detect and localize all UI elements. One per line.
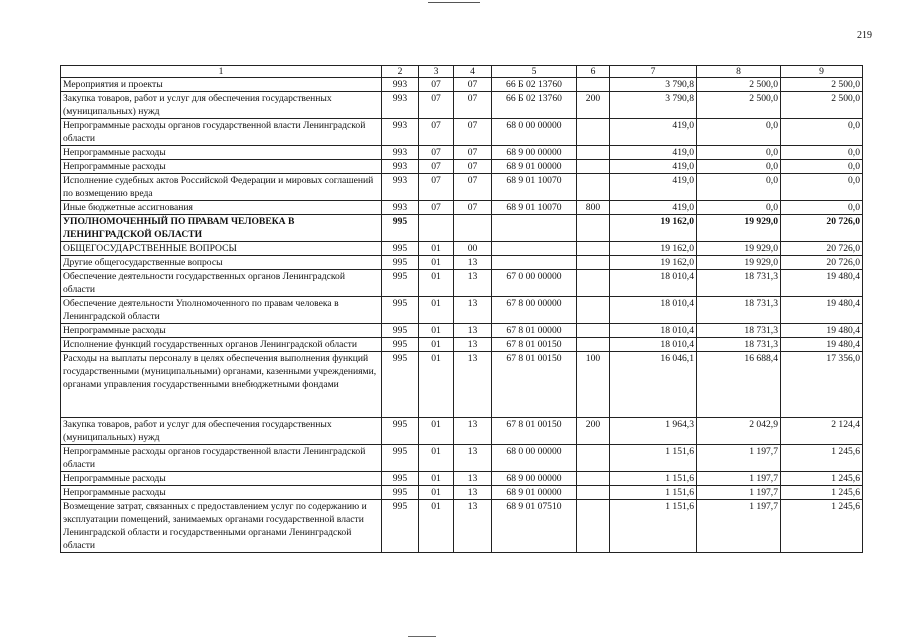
ministry-code-cell: 993 [382,146,419,160]
row-name-cell: Обеспечение деятельности Уполномоченного по правам человека в Ленинградской области [61,297,382,324]
amount-year3-cell: 20 726,0 [781,215,863,242]
expense-type-cell [577,472,610,486]
target-article-cell: 68 0 00 00000 [492,445,577,472]
ministry-code-cell: 995 [382,256,419,270]
header-cell: 5 [492,66,577,78]
amount-year3-cell: 19 480,4 [781,297,863,324]
row-name-cell: УПОЛНОМОЧЕННЫЙ ПО ПРАВАМ ЧЕЛОВЕКА В ЛЕНИНГРАДСКОЙ ОБЛАСТИ [61,215,382,242]
header-cell: 7 [610,66,697,78]
target-article-cell: 68 9 01 00000 [492,486,577,500]
row-name-cell: Иные бюджетные ассигнования [61,201,382,215]
section-code-cell: 01 [419,297,454,324]
amount-year2-cell: 2 042,9 [697,418,781,445]
subsection-code-cell: 13 [454,352,492,418]
target-article-cell [492,256,577,270]
amount-year3-cell: 0,0 [781,146,863,160]
ministry-code-cell: 995 [382,486,419,500]
amount-year2-cell: 0,0 [697,146,781,160]
amount-year1-cell: 1 151,6 [610,500,697,553]
subsection-code-cell: 13 [454,256,492,270]
target-article-cell: 68 9 01 07510 [492,500,577,553]
expense-type-cell [577,297,610,324]
amount-year1-cell: 1 151,6 [610,472,697,486]
subsection-code-cell: 13 [454,500,492,553]
table-row [61,92,863,119]
table-row [61,119,863,146]
amount-year1-cell: 18 010,4 [610,297,697,324]
target-article-cell: 67 8 00 00000 [492,297,577,324]
expense-type-cell [577,338,610,352]
subsection-code-cell: 07 [454,119,492,146]
section-code-cell: 01 [419,324,454,338]
target-article-cell: 66 Б 02 13760 [492,78,577,92]
row-name-cell: Исполнение судебных актов Российской Федерации и мировых соглашений по возмещению вреда [61,174,382,201]
header-cell: 1 [61,66,382,78]
amount-year3-cell: 0,0 [781,174,863,201]
ministry-code-cell: 993 [382,119,419,146]
amount-year3-cell: 1 245,6 [781,486,863,500]
subsection-code-cell: 07 [454,160,492,174]
table-row [61,324,863,338]
target-article-cell: 68 0 00 00000 [492,119,577,146]
expense-type-cell [577,500,610,553]
bottom-edge-mark [408,636,436,637]
table-row [61,338,863,352]
ministry-code-cell: 995 [382,242,419,256]
table-row [61,242,863,256]
row-name-cell: Мероприятия и проекты [61,78,382,92]
amount-year3-cell: 0,0 [781,160,863,174]
amount-year2-cell: 1 197,7 [697,472,781,486]
amount-year2-cell: 0,0 [697,201,781,215]
table-body [61,78,863,553]
expense-type-cell: 800 [577,201,610,215]
target-article-cell: 68 9 00 00000 [492,472,577,486]
ministry-code-cell: 993 [382,92,419,119]
amount-year3-cell: 20 726,0 [781,256,863,270]
target-article-cell: 67 0 00 00000 [492,270,577,297]
expense-type-cell [577,215,610,242]
subsection-code-cell: 07 [454,146,492,160]
target-article-cell: 68 9 01 10070 [492,174,577,201]
amount-year2-cell: 19 929,0 [697,215,781,242]
section-code-cell: 01 [419,500,454,553]
amount-year2-cell: 16 688,4 [697,352,781,418]
subsection-code-cell: 13 [454,472,492,486]
amount-year3-cell: 19 480,4 [781,324,863,338]
table-row [61,418,863,445]
expense-type-cell [577,256,610,270]
header-row [61,66,863,78]
table-row [61,486,863,500]
row-name-cell: Исполнение функций государственных органов Ленинградской области [61,338,382,352]
subsection-code-cell: 07 [454,78,492,92]
amount-year2-cell: 0,0 [697,174,781,201]
amount-year3-cell: 1 245,6 [781,445,863,472]
section-code-cell: 01 [419,445,454,472]
ministry-code-cell: 995 [382,215,419,242]
section-code-cell: 07 [419,92,454,119]
ministry-code-cell: 995 [382,445,419,472]
ministry-code-cell: 995 [382,270,419,297]
subsection-code-cell: 13 [454,338,492,352]
ministry-code-cell: 993 [382,174,419,201]
expense-type-cell: 100 [577,352,610,418]
amount-year1-cell: 1 151,6 [610,445,697,472]
table-row [61,256,863,270]
target-article-cell: 67 8 01 00150 [492,418,577,445]
ministry-code-cell: 995 [382,418,419,445]
amount-year2-cell: 1 197,7 [697,500,781,553]
amount-year3-cell: 2 500,0 [781,92,863,119]
amount-year1-cell: 16 046,1 [610,352,697,418]
expense-type-cell [577,78,610,92]
table-row [61,270,863,297]
expense-type-cell: 200 [577,418,610,445]
section-code-cell [419,215,454,242]
amount-year2-cell: 18 731,3 [697,297,781,324]
table-row [61,78,863,92]
section-code-cell: 01 [419,486,454,500]
row-name-cell: Непрограммные расходы органов государственной власти Ленинградской области [61,445,382,472]
table-row [61,160,863,174]
amount-year2-cell: 18 731,3 [697,324,781,338]
table-row [61,146,863,160]
amount-year1-cell: 18 010,4 [610,324,697,338]
section-code-cell: 01 [419,418,454,445]
table-row [61,445,863,472]
amount-year3-cell: 1 245,6 [781,472,863,486]
amount-year1-cell: 1 964,3 [610,418,697,445]
row-name-cell: Другие общегосударственные вопросы [61,256,382,270]
section-code-cell: 07 [419,201,454,215]
section-code-cell: 07 [419,78,454,92]
header-cell: 8 [697,66,781,78]
target-article-cell: 68 9 01 00000 [492,160,577,174]
ministry-code-cell: 993 [382,78,419,92]
amount-year1-cell: 18 010,4 [610,338,697,352]
amount-year3-cell: 0,0 [781,119,863,146]
section-code-cell: 07 [419,174,454,201]
expense-type-cell [577,270,610,297]
amount-year2-cell: 0,0 [697,119,781,146]
subsection-code-cell: 00 [454,242,492,256]
header-cell: 3 [419,66,454,78]
row-name-cell: Непрограммные расходы [61,486,382,500]
subsection-code-cell [454,215,492,242]
ministry-code-cell: 995 [382,500,419,553]
header-cell: 4 [454,66,492,78]
ministry-code-cell: 993 [382,201,419,215]
target-article-cell: 67 8 01 00150 [492,352,577,418]
header-cell: 9 [781,66,863,78]
row-name-cell: Непрограммные расходы [61,472,382,486]
row-name-cell: Непрограммные расходы [61,146,382,160]
expense-type-cell [577,445,610,472]
subsection-code-cell: 07 [454,201,492,215]
budget-table [60,65,863,553]
ministry-code-cell: 995 [382,352,419,418]
amount-year1-cell: 419,0 [610,119,697,146]
amount-year2-cell: 18 731,3 [697,338,781,352]
row-name-cell: Непрограммные расходы [61,160,382,174]
table-row [61,201,863,215]
amount-year1-cell: 19 162,0 [610,242,697,256]
target-article-cell: 68 9 00 00000 [492,146,577,160]
row-name-cell: Расходы на выплаты персоналу в целях обеспечения выполнения функций государственными (муниципальными) органами, казенными учреждениями, органами управления государственными внебюджетными фондами [61,352,382,418]
table-row [61,215,863,242]
subsection-code-cell: 13 [454,297,492,324]
header-cell: 2 [382,66,419,78]
section-code-cell: 01 [419,338,454,352]
row-name-cell: Возмещение затрат, связанных с предоставлением услуг по содержанию и эксплуатации помещений, занимаемых органами государственной власти Ленинградской области и государственными органами Ленинградской области [61,500,382,553]
amount-year1-cell: 3 790,8 [610,92,697,119]
target-article-cell: 68 9 01 10070 [492,201,577,215]
header-cell: 6 [577,66,610,78]
amount-year3-cell: 20 726,0 [781,242,863,256]
table-row [61,500,863,553]
amount-year1-cell: 419,0 [610,201,697,215]
section-code-cell: 07 [419,160,454,174]
subsection-code-cell: 13 [454,324,492,338]
section-code-cell: 01 [419,472,454,486]
amount-year3-cell: 17 356,0 [781,352,863,418]
target-article-cell [492,215,577,242]
section-code-cell: 01 [419,242,454,256]
row-name-cell: Закупка товаров, работ и услуг для обеспечения государственных (муниципальных) нужд [61,92,382,119]
amount-year1-cell: 1 151,6 [610,486,697,500]
amount-year1-cell: 19 162,0 [610,256,697,270]
row-name-cell: Обеспечение деятельности государственных органов Ленинградской области [61,270,382,297]
expense-type-cell [577,160,610,174]
amount-year2-cell: 2 500,0 [697,92,781,119]
expense-type-cell [577,119,610,146]
expense-type-cell [577,324,610,338]
subsection-code-cell: 07 [454,174,492,201]
section-code-cell: 01 [419,352,454,418]
amount-year2-cell: 0,0 [697,160,781,174]
table-row [61,472,863,486]
amount-year1-cell: 3 790,8 [610,78,697,92]
amount-year3-cell: 2 124,4 [781,418,863,445]
expense-type-cell [577,146,610,160]
ministry-code-cell: 995 [382,472,419,486]
subsection-code-cell: 07 [454,92,492,119]
section-code-cell: 07 [419,119,454,146]
amount-year3-cell: 19 480,4 [781,338,863,352]
section-code-cell: 07 [419,146,454,160]
subsection-code-cell: 13 [454,445,492,472]
amount-year1-cell: 419,0 [610,174,697,201]
amount-year2-cell: 18 731,3 [697,270,781,297]
amount-year1-cell: 419,0 [610,146,697,160]
ministry-code-cell: 995 [382,297,419,324]
ministry-code-cell: 993 [382,160,419,174]
amount-year1-cell: 19 162,0 [610,215,697,242]
section-code-cell: 01 [419,270,454,297]
page-number: 219 [857,30,872,41]
ministry-code-cell: 995 [382,324,419,338]
amount-year2-cell: 2 500,0 [697,78,781,92]
amount-year1-cell: 419,0 [610,160,697,174]
expense-type-cell [577,174,610,201]
target-article-cell: 66 Б 02 13760 [492,92,577,119]
amount-year3-cell: 0,0 [781,201,863,215]
top-edge-mark [428,2,480,3]
target-article-cell: 67 8 01 00000 [492,324,577,338]
expense-type-cell [577,486,610,500]
expense-type-cell: 200 [577,92,610,119]
amount-year3-cell: 19 480,4 [781,270,863,297]
table-row [61,174,863,201]
table-row [61,352,863,418]
ministry-code-cell: 995 [382,338,419,352]
subsection-code-cell: 13 [454,418,492,445]
subsection-code-cell: 13 [454,486,492,500]
amount-year2-cell: 1 197,7 [697,486,781,500]
target-article-cell [492,242,577,256]
row-name-cell: ОБЩЕГОСУДАРСТВЕННЫЕ ВОПРОСЫ [61,242,382,256]
row-name-cell: Закупка товаров, работ и услуг для обеспечения государственных (муниципальных) нужд [61,418,382,445]
amount-year2-cell: 19 929,0 [697,256,781,270]
amount-year3-cell: 2 500,0 [781,78,863,92]
amount-year3-cell: 1 245,6 [781,500,863,553]
amount-year2-cell: 19 929,0 [697,242,781,256]
amount-year1-cell: 18 010,4 [610,270,697,297]
section-code-cell: 01 [419,256,454,270]
subsection-code-cell: 13 [454,270,492,297]
amount-year2-cell: 1 197,7 [697,445,781,472]
table-row [61,297,863,324]
row-name-cell: Непрограммные расходы [61,324,382,338]
row-name-cell: Непрограммные расходы органов государственной власти Ленинградской области [61,119,382,146]
expense-type-cell [577,242,610,256]
target-article-cell: 67 8 01 00150 [492,338,577,352]
